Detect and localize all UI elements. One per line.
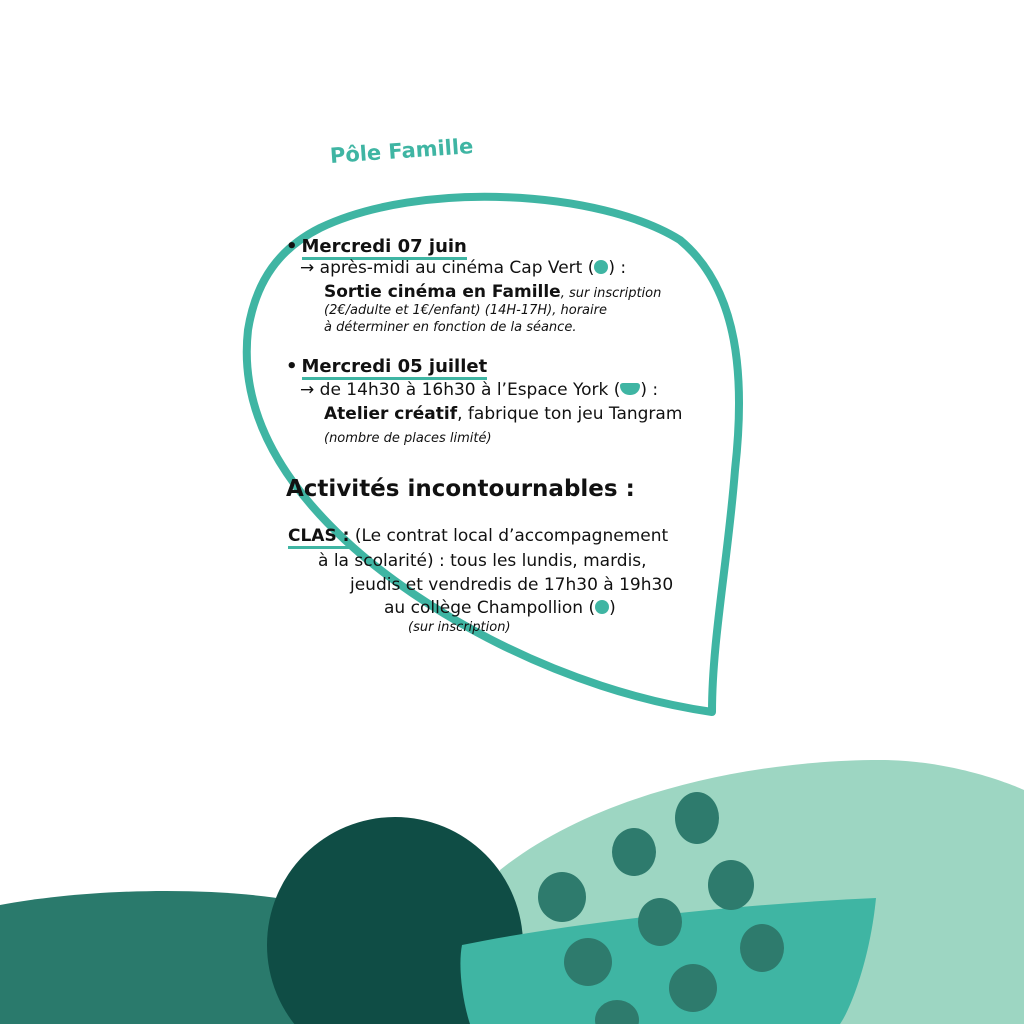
event1-line4: à déterminer en fonction de la séance. xyxy=(324,320,577,335)
event2-line3: (nombre de places limité) xyxy=(324,431,492,446)
clas-line1: CLAS : (Le contrat local d’accompagnement xyxy=(288,526,668,546)
event1-date: • Mercredi 07 juin xyxy=(286,236,467,260)
clas-line2: à la scolarité) : tous les lundis, mardis, xyxy=(318,551,647,571)
event2-date: • Mercredi 05 juillet xyxy=(286,356,487,380)
activities-heading: Activités incontournables : xyxy=(286,476,635,502)
location-shape-icon xyxy=(620,383,640,395)
arrow-right-icon: → xyxy=(300,258,315,278)
event1-line3: (2€/adulte et 1€/enfant) (14H-17H), horaire xyxy=(324,303,607,318)
clas-line5: (sur inscription) xyxy=(408,620,511,635)
event1-line2: Sortie cinéma en Famille, sur inscription xyxy=(324,282,662,302)
event1-line1: → après-midi au cinéma Cap Vert ( ) : xyxy=(300,258,627,278)
event2-line1: → de 14h30 à 16h30 à l’Espace York ( ) : xyxy=(300,380,659,400)
clas-line4: au collège Champollion ( ) xyxy=(384,598,616,618)
page-title: Pôle Famille xyxy=(329,134,475,168)
clas-line3: jeudis et vendredis de 17h30 à 19h30 xyxy=(350,575,674,595)
event2-line2: Atelier créatif, fabrique ton jeu Tangram xyxy=(324,404,683,424)
location-circle-icon xyxy=(594,260,608,274)
arrow-right-icon: → xyxy=(300,380,315,400)
location-circle-icon xyxy=(595,600,609,614)
